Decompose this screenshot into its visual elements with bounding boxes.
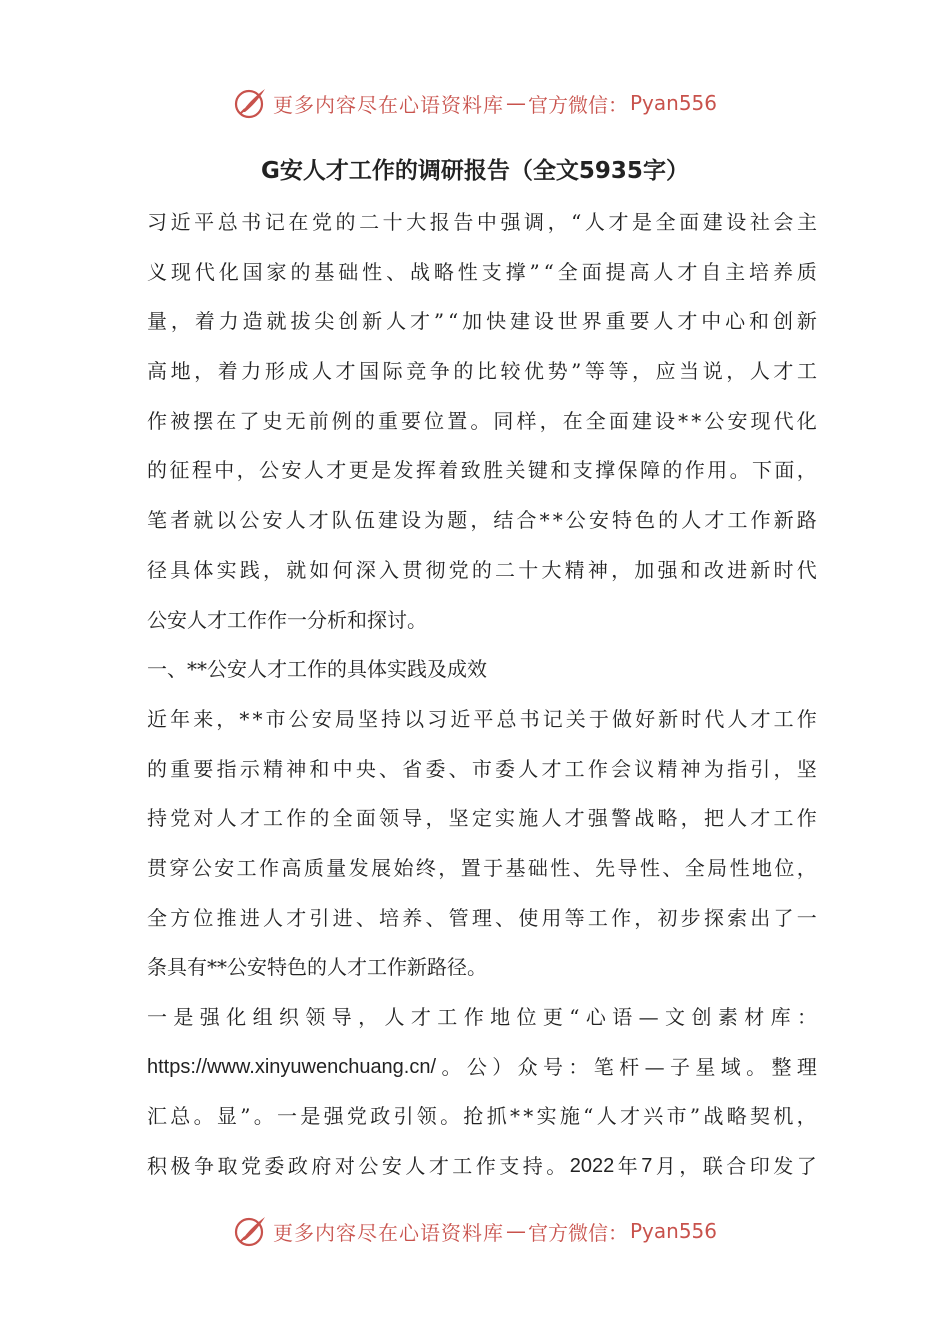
body-line: 积 极 争 取 党 委 政 府 对 公 安 人 才 工 作 支 持 。 2022 年 7 月 ， 联 合 印 发 了 — [147, 1154, 817, 1179]
body-line: 径 具 体 实 践 ， 就 如 何 深 入 贯 彻 党 的 二 十 大 精 神 ， 加 强 和 改 进 新 时 代 — [147, 557, 817, 582]
body-line: 笔 者 就 以 公 安 人 才 队 伍 建 设 为 题 ， 结 合 * * 公 安 特 色 的 人 才 工 作 新 路 — [147, 508, 817, 533]
body-line: 全 方 位 推 进 人 才 引 进 、 培 养 、 管 理 、 使 用 等 工 作 ， 初 步 探 索 出 了 一 — [147, 905, 817, 930]
body-line: 义 现 代 化 国 家 的 基 础 性 、 战 略 性 支 撑 ” “ 全 面 提 高 人 才 自 主 培 养 质 — [147, 259, 817, 284]
document-body — [147, 198, 817, 1192]
body-line: 汇 总 。 显 ” 。 一 是 强 党 政 引 领 。 抢 抓 * * 实 施 “ 人 才 兴 市 ” 战 略 契 机 ， — [147, 1104, 817, 1129]
body-line: 高 地 ， 着 力 形 成 人 才 国 际 竞 争 的 比 较 优 势 ” 等 等 ， 应 当 说 ， 人 才 工 — [147, 359, 817, 384]
footer-banner — [0, 1211, 950, 1251]
banner-wechat-label: 官方微信： — [527, 92, 628, 117]
body-line: 一 是 强 化 组 织 领 导 ， 人 才 工 作 地 位 更 “ 心 语 — 文 创 素 材 库 ： — [147, 1005, 817, 1029]
body-line: 近 年 来 ， * * 市 公 安 局 坚 持 以 习 近 平 总 书 记 关 于 做 好 新 时 代 人 才 工 作 — [147, 706, 817, 731]
document-title: G安人才工作的调研报告（全文5935字） — [261, 158, 689, 184]
banner-wechat-id: Pyan556 — [629, 91, 717, 115]
body-line: 持 党 对 人 才 工 作 的 全 面 领 导 ， 坚 定 实 施 人 才 强 警 战 略 ， 把 人 才 工 作 — [147, 806, 817, 831]
banner-wechat-label: 官方微信： — [527, 1220, 628, 1245]
body-line: 的 重 要 指 示 精 神 和 中 央 、 省 委 、 市 委 人 才 工 作 会 议 精 神 为 指 引 ， 坚 — [147, 756, 817, 781]
header-banner — [0, 83, 950, 123]
banner-text: 更多内容尽在心语资料库 — [272, 92, 504, 117]
banner-wechat-id: Pyan556 — [629, 1219, 717, 1243]
body-line: 量 ， 着 力 造 就 拔 尖 创 新 人 才 ” “ 加 快 建 设 世 界 重 要 人 才 中 心 和 创 新 — [147, 309, 817, 334]
body-line: 习 近 平 总 书 记 在 党 的 二 十 大 报 告 中 强 调 ， “ 人 才 是 全 面 建 设 社 会 主 — [147, 210, 817, 234]
body-line: https://www.xinyuwenchuang.cn/ 。 公 ） 众 号 ： 笔 杆 — 子 星 域 。 整 理 — [147, 1054, 817, 1079]
body-line: 作 被 摆 在 了 史 无 前 例 的 重 要 位 置 。 同 样 ， 在 全 面 建 设 * * 公 安 现 代 化 — [147, 408, 817, 433]
body-line: 贯 穿 公 安 工 作 高 质 量 发 展 始 终 ， 置 于 基 础 性 、 先 导 性 、 全 局 性 地 位 ， — [147, 855, 817, 880]
body-line: 的 征 程 中 ， 公 安 人 才 更 是 发 挥 着 致 胜 关 键 和 支 撑 保 障 的 作 用 。 下 面 ， — [147, 458, 817, 483]
banner-text: 更多内容尽在心语资料库 — [272, 1220, 504, 1245]
quill-logo-icon — [233, 1213, 269, 1249]
banner-separator: — — [505, 91, 526, 115]
body-line: 条 具 有 * * 公 安 特 色 的 人 才 工 作 新 路 径 。 — [147, 955, 487, 980]
banner-separator: — — [505, 1219, 526, 1243]
body-line: 公 安 人 才 工 作 作 一 分 析 和 探 讨 。 — [147, 607, 427, 632]
quill-logo-icon — [233, 85, 269, 121]
body-line: 一 、 * * 公 安 人 才 工 作 的 具 体 实 践 及 成 效 — [147, 657, 487, 682]
